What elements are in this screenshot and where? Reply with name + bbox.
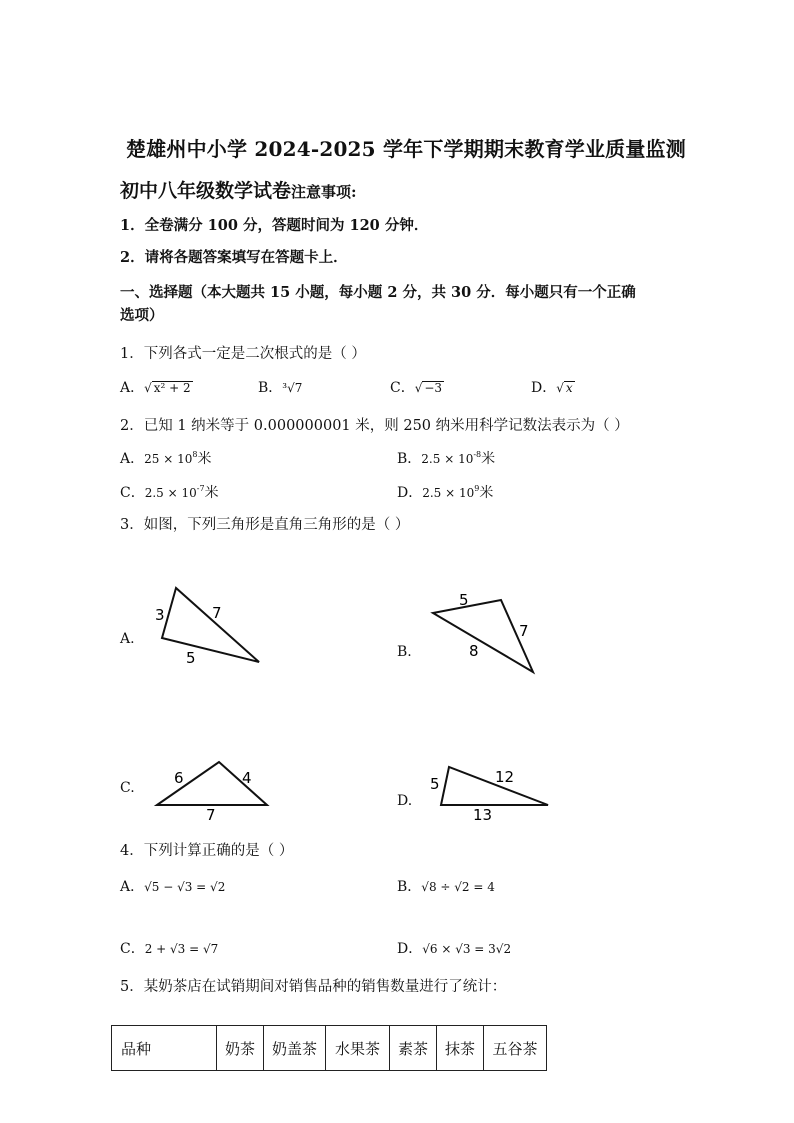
- triangle-d-side-2: 12: [495, 768, 515, 786]
- q3-triangle-b: [425, 586, 545, 678]
- table-row: [112, 1026, 547, 1071]
- q2-d-exp: 9: [474, 484, 480, 493]
- note-1: 1．全卷满分 100 分，答题时间为 120 分钟．: [120, 217, 429, 234]
- q2-option-b: [397, 448, 495, 468]
- q2-c-unit: 米: [204, 485, 219, 501]
- q2-option-a: [120, 448, 211, 468]
- q2-option-c: [120, 482, 219, 502]
- q5-stem: 5．某奶茶店在试销期间对销售品种的销售数量进行了统计：: [120, 979, 507, 995]
- q2-c-base: 2.5 × 10: [144, 486, 197, 500]
- triangle-a-side-2: 7: [212, 604, 222, 622]
- table-cell: 品种: [112, 1026, 217, 1071]
- q4-b-expr: √8 ÷ √2 = 4: [421, 880, 495, 894]
- triangle-c-side-2: 4: [242, 769, 252, 787]
- q3-d-label: D.: [397, 793, 413, 809]
- q1-option-b: [258, 377, 302, 397]
- table-cell: 抹茶: [437, 1026, 484, 1071]
- q4-c-expr: 2 + √3 = √7: [144, 942, 219, 956]
- q1-stem: 1．下列各式一定是二次根式的是（ ）: [120, 346, 366, 362]
- q3-triangle-a: [150, 582, 270, 672]
- section-heading-line1: 一、选择题（本大题共 15 小题，每小题 2 分，共 30 分．每小题只有一个正确: [120, 284, 636, 301]
- q1-option-a: [120, 377, 193, 397]
- q1-b-expr: ³√7: [282, 381, 303, 395]
- table-cell: 五谷茶: [484, 1026, 547, 1071]
- exam-title: 楚雄州中小学 2024-2025 学年下学期期末教育学业质量监测: [126, 137, 686, 161]
- q3-b-label: B.: [397, 644, 412, 660]
- q1-option-c: [390, 377, 444, 397]
- q4-stem: 4．下列计算正确的是（ ）: [120, 843, 294, 859]
- triangle-d-side-3: 13: [473, 806, 493, 824]
- q2-c-label: C．: [120, 485, 145, 501]
- table-cell: 奶盖茶: [264, 1026, 326, 1071]
- q2-a-base: 25 × 10: [144, 452, 193, 466]
- triangle-b-side-1: 5: [459, 591, 469, 609]
- section-heading-line2: 选项）: [120, 307, 164, 324]
- triangle-b-side-3: 8: [469, 642, 479, 660]
- q1-d-label: D．: [531, 380, 557, 396]
- q4-c-label: C．: [120, 941, 145, 957]
- triangle-d-side-1: 5: [430, 775, 440, 793]
- q2-stem: 2．已知 1 纳米等于 0.000000001 米，则 250 纳米用科学记数法表示为（ ）: [120, 418, 629, 434]
- q2-b-unit: 米: [481, 451, 496, 467]
- q4-option-d: [397, 938, 511, 958]
- q3-triangle-c: [150, 755, 275, 825]
- triangle-a-side-3: 5: [186, 649, 196, 667]
- triangle-a-shape: [162, 588, 259, 662]
- q2-a-exp: 8: [192, 450, 198, 459]
- q1-d-radical-sign: √: [556, 381, 564, 395]
- q1-a-label: A．: [120, 380, 145, 396]
- table-cell: 素茶: [390, 1026, 437, 1071]
- sales-table: [111, 1025, 547, 1071]
- exam-subtitle: [120, 176, 357, 203]
- q2-option-d: [397, 482, 493, 502]
- q2-a-label: A．: [120, 451, 145, 467]
- q3-a-label: A.: [120, 631, 135, 647]
- q1-c-radical-sign: √: [414, 381, 423, 395]
- q4-a-expr: √5 − √3 = √2: [144, 880, 226, 894]
- subtitle-text: 初中八年级数学试卷: [120, 180, 292, 202]
- q3-stem: 3．如图，下列三角形是直角三角形的是（ ）: [120, 517, 410, 533]
- q4-option-c: [120, 938, 218, 958]
- table-cell: 水果茶: [326, 1026, 390, 1071]
- q1-b-label: B．: [258, 380, 283, 396]
- q4-a-label: A．: [120, 879, 145, 895]
- q1-option-d: [531, 377, 575, 397]
- q4-d-label: D．: [397, 941, 423, 957]
- q2-a-unit: 米: [197, 451, 212, 467]
- q2-b-label: B．: [397, 451, 422, 467]
- q4-d-expr: √6 × √3 = 3√2: [422, 942, 512, 956]
- q1-c-label: C．: [390, 380, 415, 396]
- notice-label: 注意事项:: [291, 183, 357, 201]
- triangle-a-side-1: 3: [155, 606, 165, 624]
- triangle-b-side-2: 7: [519, 622, 529, 640]
- q4-b-label: B．: [397, 879, 422, 895]
- q2-b-base: 2.5 × 10: [421, 452, 474, 466]
- q2-d-unit: 米: [479, 485, 494, 501]
- triangle-b-shape: [433, 600, 533, 672]
- q2-d-base: 2.5 × 10: [422, 486, 475, 500]
- triangle-c-side-3: 7: [206, 806, 216, 824]
- q1-c-radicand: −3: [424, 381, 443, 395]
- q1-a-radicand: x² + 2: [153, 381, 191, 395]
- q1-a-radical-sign: √: [144, 381, 152, 395]
- q1-d-radicand: x: [565, 381, 573, 395]
- triangle-c-side-1: 6: [174, 769, 184, 787]
- q3-triangle-d: [425, 758, 555, 824]
- q2-c-exp: -7: [196, 484, 205, 493]
- q3-c-label: C.: [120, 780, 135, 796]
- table-cell: 奶茶: [217, 1026, 264, 1071]
- q4-option-a: [120, 876, 225, 896]
- note-2: 2．请将各题答案填写在答题卡上．: [120, 249, 348, 266]
- q2-d-label: D．: [397, 485, 423, 501]
- q2-b-exp: -8: [473, 450, 482, 459]
- q4-option-b: [397, 876, 495, 896]
